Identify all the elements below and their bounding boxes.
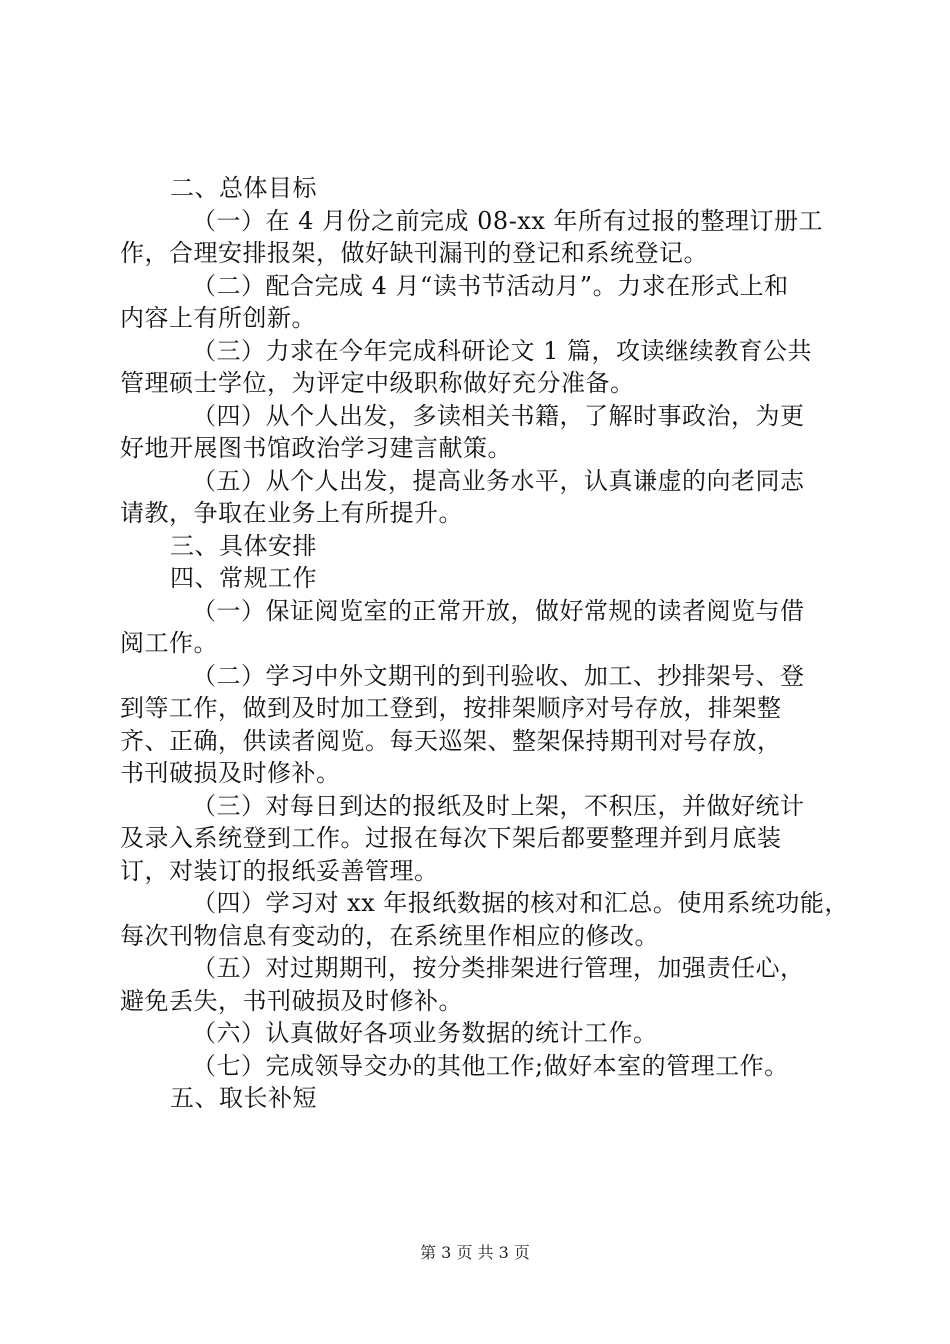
text-line: （四）学习对 xx 年报纸数据的核对和汇总。使用系统功能， [192, 889, 849, 917]
text-line: 管理硕士学位，为评定中级职称做好充分准备。 [120, 369, 635, 397]
text-line: 及录入系统登到工作。过报在每次下架后都要整理并到月底装 [120, 824, 782, 852]
text-line: 避免丢失，书刊破损及时修补。 [120, 986, 463, 1015]
text-line: （四）从个人出发，多读相关书籍，了解时事政治，为更 [192, 401, 805, 430]
text-line: （三）力求在今年完成科研论文 1 篇，攻读继续教育公共 [192, 336, 813, 365]
text-line: 订，对装订的报纸妥善管理。 [120, 856, 439, 885]
document-body [120, 172, 849, 1115]
text-line: 每次刊物信息有变动的，在系统里作相应的修改。 [120, 921, 659, 950]
text-line: 到等工作，做到及时加工登到，按排架顺序对号存放，排架整 [120, 694, 782, 722]
text-line: 三、具体安排 [170, 531, 317, 560]
text-line: 作，合理安排报架，做好缺刊漏刊的登记和系统登记。 [120, 239, 708, 267]
text-line: （一）保证阅览室的正常开放，做好常规的读者阅览与借 [192, 596, 805, 625]
text-line: 请教，争取在业务上有所提升。 [120, 499, 463, 527]
text-line: 五、取长补短 [170, 1084, 317, 1112]
text-line: （六）认真做好各项业务数据的统计工作。 [192, 1019, 658, 1047]
text-line: （七）完成领导交办的其他工作;做好本室的管理工作。 [192, 1051, 789, 1080]
text-line: （一）在 4 月份之前完成 08-xx 年所有过报的整理订册工 [192, 206, 824, 235]
text-line: 齐、正确，供读者阅览。每天巡架、整架保持期刊对号存放， [120, 726, 782, 755]
page-footer: 第 3 页 共 3 页 [420, 1243, 530, 1262]
text-line: 好地开展图书馆政治学习建言献策。 [120, 434, 512, 462]
text-line: 内容上有所创新。 [120, 304, 316, 332]
text-line: （三）对每日到达的报纸及时上架，不积压，并做好统计 [192, 791, 805, 820]
text-line: （五）从个人出发，提高业务水平，认真谦虚的向老同志 [192, 466, 805, 495]
text-line: （二）配合完成 4 月“读书节活动月”。力求在形式上和 [192, 271, 789, 300]
text-line: 四、常规工作 [170, 564, 317, 592]
text-line: （五）对过期期刊，按分类排架进行管理，加强责任心， [192, 954, 805, 982]
text-line: 阅工作。 [120, 629, 218, 657]
text-line: 二、总体目标 [170, 174, 317, 202]
text-line: （二）学习中外文期刊的到刊验收、加工、抄排架号、登 [192, 661, 805, 690]
text-line: 书刊破损及时修补。 [120, 759, 341, 787]
